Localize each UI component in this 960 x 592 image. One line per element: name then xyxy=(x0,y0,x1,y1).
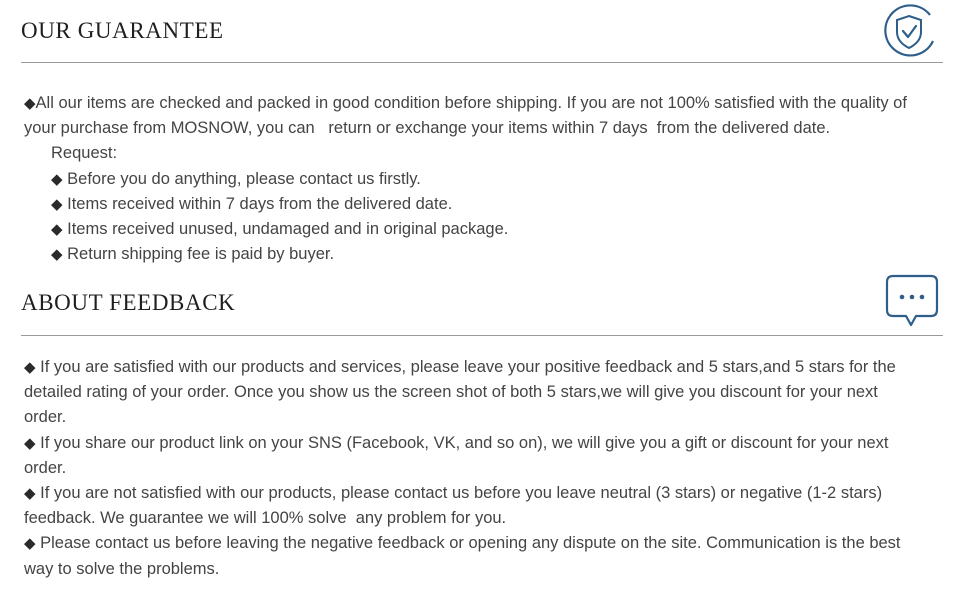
diamond-bullet-icon: ◆ xyxy=(51,170,63,188)
request-label: Request: xyxy=(51,144,118,163)
feedback-divider xyxy=(21,335,943,336)
feedback-body xyxy=(24,355,924,582)
diamond-bullet-icon: ◆ xyxy=(24,485,36,503)
guarantee-paragraph: ◆All our items are checked and packed in good condition before shipping. If you are not 100% satisfied with the quality of your purchase from MOSNOW, you can return or exchange your items within 7 days from the delivered date. xyxy=(24,94,907,138)
requirement-item: ◆ Return shipping fee is paid by buyer. xyxy=(51,245,335,264)
guarantee-divider xyxy=(21,62,943,63)
diamond-bullet-icon: ◆ xyxy=(24,359,36,376)
feedback-item: ◆ Please contact us before leaving the negative feedback or opening any dispute on the site. Communication is the best way to solve the problems. xyxy=(24,534,901,578)
diamond-bullet-icon: ◆ xyxy=(51,195,63,213)
requirement-item: ◆ Items received within 7 days from the delivered date. xyxy=(51,194,453,213)
feedback-title: ABOUT FEEDBACK xyxy=(21,290,236,315)
diamond-bullet-icon: ◆ xyxy=(51,246,63,264)
requirement-item: ◆ Items received unused, undamaged and in original package. xyxy=(51,220,509,239)
diamond-bullet-icon: ◆ xyxy=(24,95,36,112)
diamond-bullet-icon: ◆ xyxy=(24,434,36,452)
feedback-item: ◆ If you are satisfied with our products and services, please leave your positive feedback and 5 stars,and 5 stars for the detailed rating of your order. Once you show us the screen shot of both 5 stars,we will give you discount for your next order. xyxy=(24,358,896,427)
requirement-item: ◆ Before you do anything, please contact us firstly. xyxy=(51,169,421,188)
guarantee-title: OUR GUARANTEE xyxy=(21,18,224,43)
shield-check-icon xyxy=(880,3,938,57)
guarantee-body xyxy=(24,91,924,267)
feedback-item: ◆ If you share our product link on your SNS (Facebook, VK, and so on), we will give you a gift or discount for your next order. xyxy=(24,433,889,477)
chat-bubble-icon xyxy=(885,273,941,329)
diamond-bullet-icon: ◆ xyxy=(24,535,36,553)
diamond-bullet-icon: ◆ xyxy=(51,221,63,239)
feedback-item: ◆ If you are not satisfied with our products, please contact us before you leave neutral (3 stars) or negative (1-2 stars) feedback. We guarantee we will 100% solve any problem for you. xyxy=(24,484,883,528)
